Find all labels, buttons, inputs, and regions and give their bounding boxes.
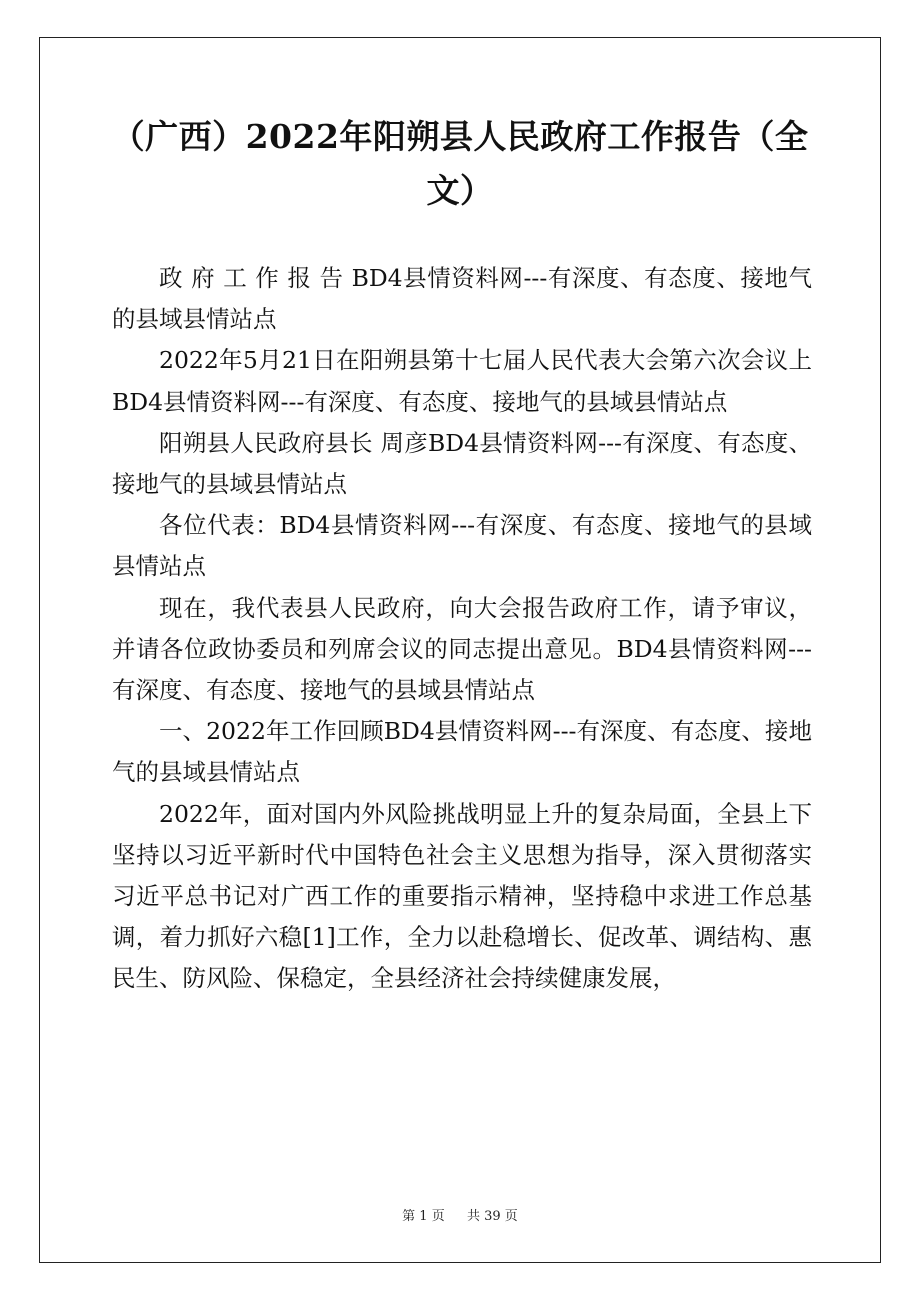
page-footer — [0, 1208, 920, 1226]
page-number: 第 1 页 — [402, 1209, 445, 1224]
paragraph: 一、2022年工作回顾BD4县情资料网---有深度、有态度、接地气的县域县情站点 — [112, 717, 812, 787]
page-total: 共 39 页 — [467, 1209, 518, 1224]
paragraph: 政 府 工 作 报 告 BD4县情资料网---有深度、有态度、接地气的县域县情站点 — [112, 264, 812, 334]
document-body — [112, 258, 812, 1000]
paragraph: 阳朔县人民政府县长 周彦BD4县情资料网---有深度、有态度、接地气的县域县情站点 — [112, 428, 812, 499]
paragraph: 2022年，面对国内外风险挑战明显上升的复杂局面，全县上下坚持以习近平新时代中国特色社会主义思想为指导，深入贯彻落实习近平总书记对广西工作的重要指示精神，坚持稳中求进工作总基调，着力抓好六稳[1]工作，全力以赴稳增长、促改革、调结构、惠民生、防风险、保稳定，全县经济社会持续健康发展， — [112, 799, 812, 993]
document-title: （广西）2022年阳朔县人民政府工作报告（全文） — [111, 117, 809, 210]
paragraph: 各位代表：BD4县情资料网---有深度、有态度、接地气的县域县情站点 — [112, 511, 812, 581]
paragraph: 2022年5月21日在阳朔县第十七届人民代表大会第六次会议上BD4县情资料网---有深度、有态度、接地气的县域县情站点 — [112, 346, 812, 416]
paragraph: 现在，我代表县人民政府，向大会报告政府工作，请予审议，并请各位政协委员和列席会议的同志提出意见。BD4县情资料网---有深度、有态度、接地气的县域县情站点 — [112, 593, 812, 705]
